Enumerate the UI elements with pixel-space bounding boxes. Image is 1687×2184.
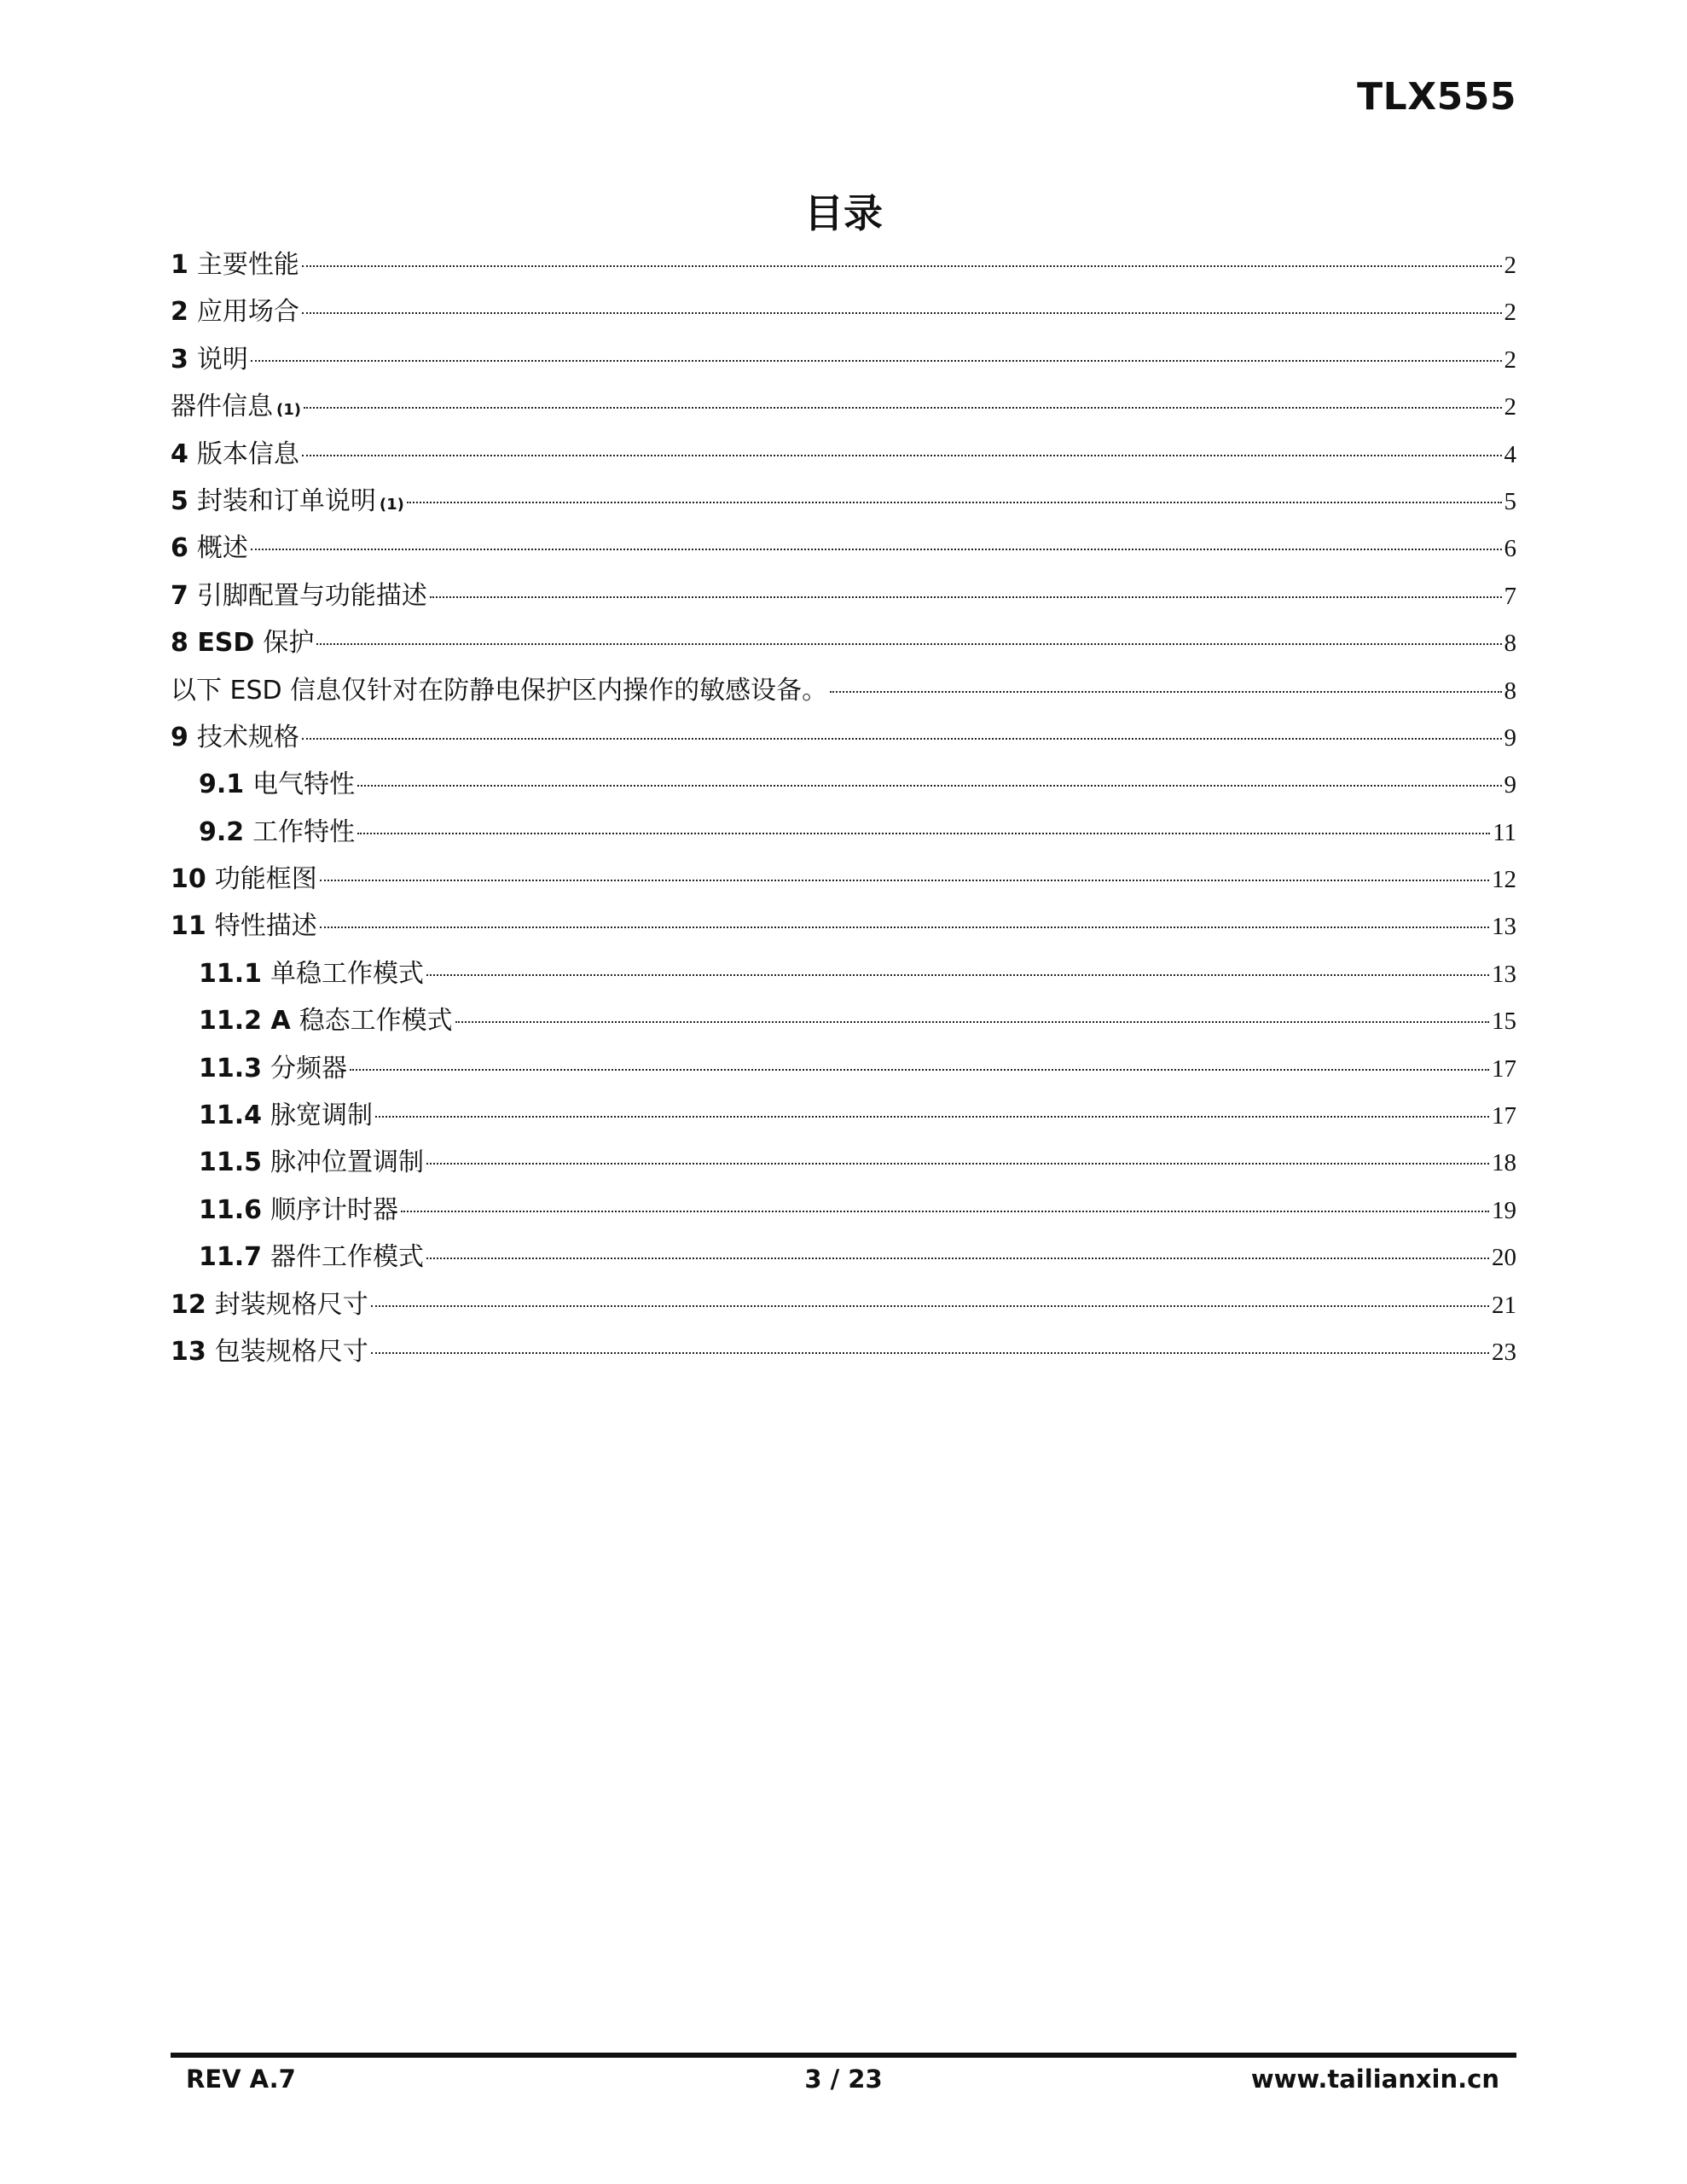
- toc-entry[interactable]: [171, 714, 1516, 761]
- toc-entry-title: 包装规格尺寸: [214, 1336, 368, 1367]
- toc-title: 目录: [804, 190, 883, 236]
- toc-entry[interactable]: [171, 478, 1516, 525]
- toc-dot-leader: [320, 880, 1489, 881]
- toc-entry-number: 7: [171, 580, 188, 611]
- toc-entry-number: 11.7: [199, 1242, 263, 1273]
- toc-entry-number: 11: [171, 911, 206, 942]
- toc-entry-title: 说明: [196, 344, 248, 375]
- toc-dot-leader: [350, 1069, 1489, 1071]
- toc-dot-leader: [316, 643, 1501, 645]
- toc-entry-title: 单稳工作模式: [270, 958, 425, 989]
- toc-entry[interactable]: [171, 997, 1516, 1044]
- toc-entry-page: 2: [1504, 393, 1516, 421]
- toc-entry-number: 9.2: [199, 816, 245, 847]
- toc-dot-leader: [371, 1352, 1489, 1354]
- toc-entry-page: 8: [1504, 630, 1516, 658]
- toc-entry-number: 5: [171, 485, 188, 516]
- toc-entry-page: 13: [1492, 960, 1516, 988]
- toc-entry-title: 电气特性: [252, 770, 356, 800]
- toc-entry[interactable]: [171, 1045, 1516, 1092]
- toc-entry[interactable]: [171, 619, 1516, 666]
- toc-entry[interactable]: [171, 288, 1516, 335]
- toc-dot-leader: [455, 1021, 1489, 1023]
- toc-entry-title: 保护: [263, 628, 315, 659]
- toc-entry-number: 4: [171, 439, 188, 469]
- toc-entry[interactable]: [171, 950, 1516, 997]
- toc-dot-leader: [375, 1116, 1489, 1118]
- toc-entry-title: 概述: [196, 533, 248, 564]
- toc-dot-leader: [426, 974, 1489, 976]
- toc-entry-page: 18: [1492, 1149, 1516, 1177]
- toc-dot-leader: [357, 833, 1490, 834]
- toc-entry-title: 器件信息: [171, 392, 273, 422]
- toc-entry-page: 9: [1504, 771, 1516, 799]
- toc-entry-number: 11.3: [199, 1053, 263, 1083]
- toc-entry-page: 13: [1492, 913, 1516, 941]
- toc-entry-number: 6: [171, 533, 188, 564]
- toc-entry-page: 11: [1493, 818, 1516, 846]
- toc-entry-title: 特性描述: [214, 911, 317, 942]
- toc-dot-leader: [304, 407, 1502, 409]
- toc-entry-number: 9: [171, 722, 188, 752]
- toc-entry[interactable]: [171, 856, 1516, 903]
- toc-entry-number: 1: [171, 250, 188, 280]
- toc-entry-title: 功能框图: [214, 864, 317, 895]
- toc-dot-leader: [302, 312, 1502, 314]
- toc-entry[interactable]: [171, 1328, 1516, 1375]
- toc-entry-title: 以下 ESD 信息仅针对在防静电保护区内操作的敏感设备。: [171, 675, 828, 706]
- toc-dot-leader: [430, 596, 1502, 598]
- toc-entry[interactable]: [171, 1139, 1516, 1186]
- toc-entry-number: 3: [171, 344, 188, 375]
- toc-entry-page: 15: [1492, 1008, 1516, 1036]
- toc-entry-title: 顺序计时器: [270, 1194, 399, 1225]
- toc-entry[interactable]: [171, 336, 1516, 383]
- toc-entry[interactable]: [171, 383, 1516, 430]
- toc-dot-leader: [371, 1305, 1489, 1307]
- toc-entry-number: 12: [171, 1289, 206, 1320]
- toc-entry[interactable]: [171, 572, 1516, 619]
- toc-entry[interactable]: [171, 903, 1516, 950]
- toc-entry-page: 7: [1504, 582, 1516, 610]
- toc-entry-number: 13: [171, 1336, 206, 1367]
- toc-dot-leader: [357, 785, 1501, 787]
- toc-entry-title: 器件工作模式: [270, 1242, 425, 1273]
- toc-entry-title: 技术规格: [196, 722, 299, 752]
- toc-entry-title: 应用场合: [196, 297, 299, 328]
- toc-entry-number: 11.4: [199, 1101, 263, 1131]
- document-id: TLX555: [1357, 75, 1516, 119]
- footer-divider: [171, 2053, 1516, 2058]
- toc-entry[interactable]: [171, 809, 1516, 856]
- toc-entry[interactable]: [171, 1187, 1516, 1234]
- toc-entry-number: 11.1: [199, 958, 263, 989]
- toc-dot-leader: [302, 265, 1502, 267]
- toc-dot-leader: [302, 455, 1502, 456]
- toc-entry[interactable]: [171, 431, 1516, 478]
- toc-dot-leader: [830, 691, 1501, 693]
- toc-entry-number: 10: [171, 864, 206, 895]
- toc-entry-number: 11.2 A: [199, 1006, 291, 1037]
- toc-dot-leader: [401, 1211, 1489, 1212]
- toc-entry-page: 17: [1492, 1102, 1516, 1130]
- toc-entry-title: 稳态工作模式: [299, 1006, 453, 1037]
- toc-dot-leader: [320, 926, 1489, 928]
- toc-entry-number: 11.5: [199, 1147, 263, 1178]
- toc-entry-page: 6: [1504, 535, 1516, 563]
- toc-dot-leader: [251, 549, 1502, 550]
- toc-entry-page: 2: [1504, 299, 1516, 327]
- toc-entry-title: 脉冲位置调制: [270, 1147, 425, 1178]
- footer-revision: REV A.7: [186, 2065, 296, 2094]
- toc-dot-leader: [426, 1258, 1489, 1259]
- footer-website: www.tailianxin.cn: [1250, 2065, 1499, 2094]
- toc-dot-leader: [302, 738, 1502, 740]
- toc-entry-number: 8 ESD: [171, 628, 255, 659]
- toc-entry[interactable]: [171, 241, 1516, 288]
- footer-page-number: 3 / 23: [804, 2065, 883, 2094]
- toc-entry-title: 分频器: [270, 1053, 348, 1083]
- toc-entry[interactable]: [171, 1092, 1516, 1139]
- toc-entry-title: 封装规格尺寸: [214, 1289, 368, 1320]
- toc-entry-page: 8: [1504, 677, 1516, 705]
- toc-entry-number: 11.6: [199, 1194, 263, 1225]
- toc-entry-page: 19: [1492, 1196, 1516, 1224]
- toc-entry-title: 封装和订单说明: [196, 485, 376, 516]
- toc-entry[interactable]: [171, 761, 1516, 808]
- toc-entry-page: 21: [1492, 1291, 1516, 1319]
- toc-entry-page: 12: [1492, 866, 1516, 894]
- toc-entry-title: 引脚配置与功能描述: [196, 580, 427, 611]
- toc-entry-title: 工作特性: [252, 816, 356, 847]
- toc-entry-page: 20: [1492, 1244, 1516, 1272]
- toc-entry[interactable]: [171, 1281, 1516, 1328]
- toc-entry-number: 2: [171, 297, 188, 328]
- toc-entry-footnote-mark: (1): [379, 495, 404, 514]
- toc-entry-footnote-mark: (1): [276, 401, 301, 420]
- toc-entry-page: 23: [1492, 1338, 1516, 1366]
- toc-entry-title: 主要性能: [196, 250, 299, 280]
- toc-entry-page: 4: [1504, 440, 1516, 468]
- toc-entry[interactable]: [171, 667, 1516, 714]
- toc-entry-page: 17: [1492, 1054, 1516, 1083]
- toc-entry-title: 版本信息: [196, 439, 299, 469]
- toc-entry-page: 5: [1504, 487, 1516, 515]
- toc-dot-leader: [407, 502, 1502, 503]
- toc-entry[interactable]: [171, 525, 1516, 572]
- toc-entry-page: 2: [1504, 346, 1516, 374]
- toc-entry-title: 脉宽调制: [270, 1101, 374, 1131]
- toc-dot-leader: [251, 360, 1502, 362]
- toc-dot-leader: [426, 1163, 1489, 1165]
- toc-entry-number: 9.1: [199, 770, 245, 800]
- table-of-contents: [171, 241, 1516, 1375]
- toc-entry[interactable]: [171, 1234, 1516, 1281]
- toc-entry-page: 9: [1504, 723, 1516, 752]
- toc-entry-page: 2: [1504, 252, 1516, 279]
